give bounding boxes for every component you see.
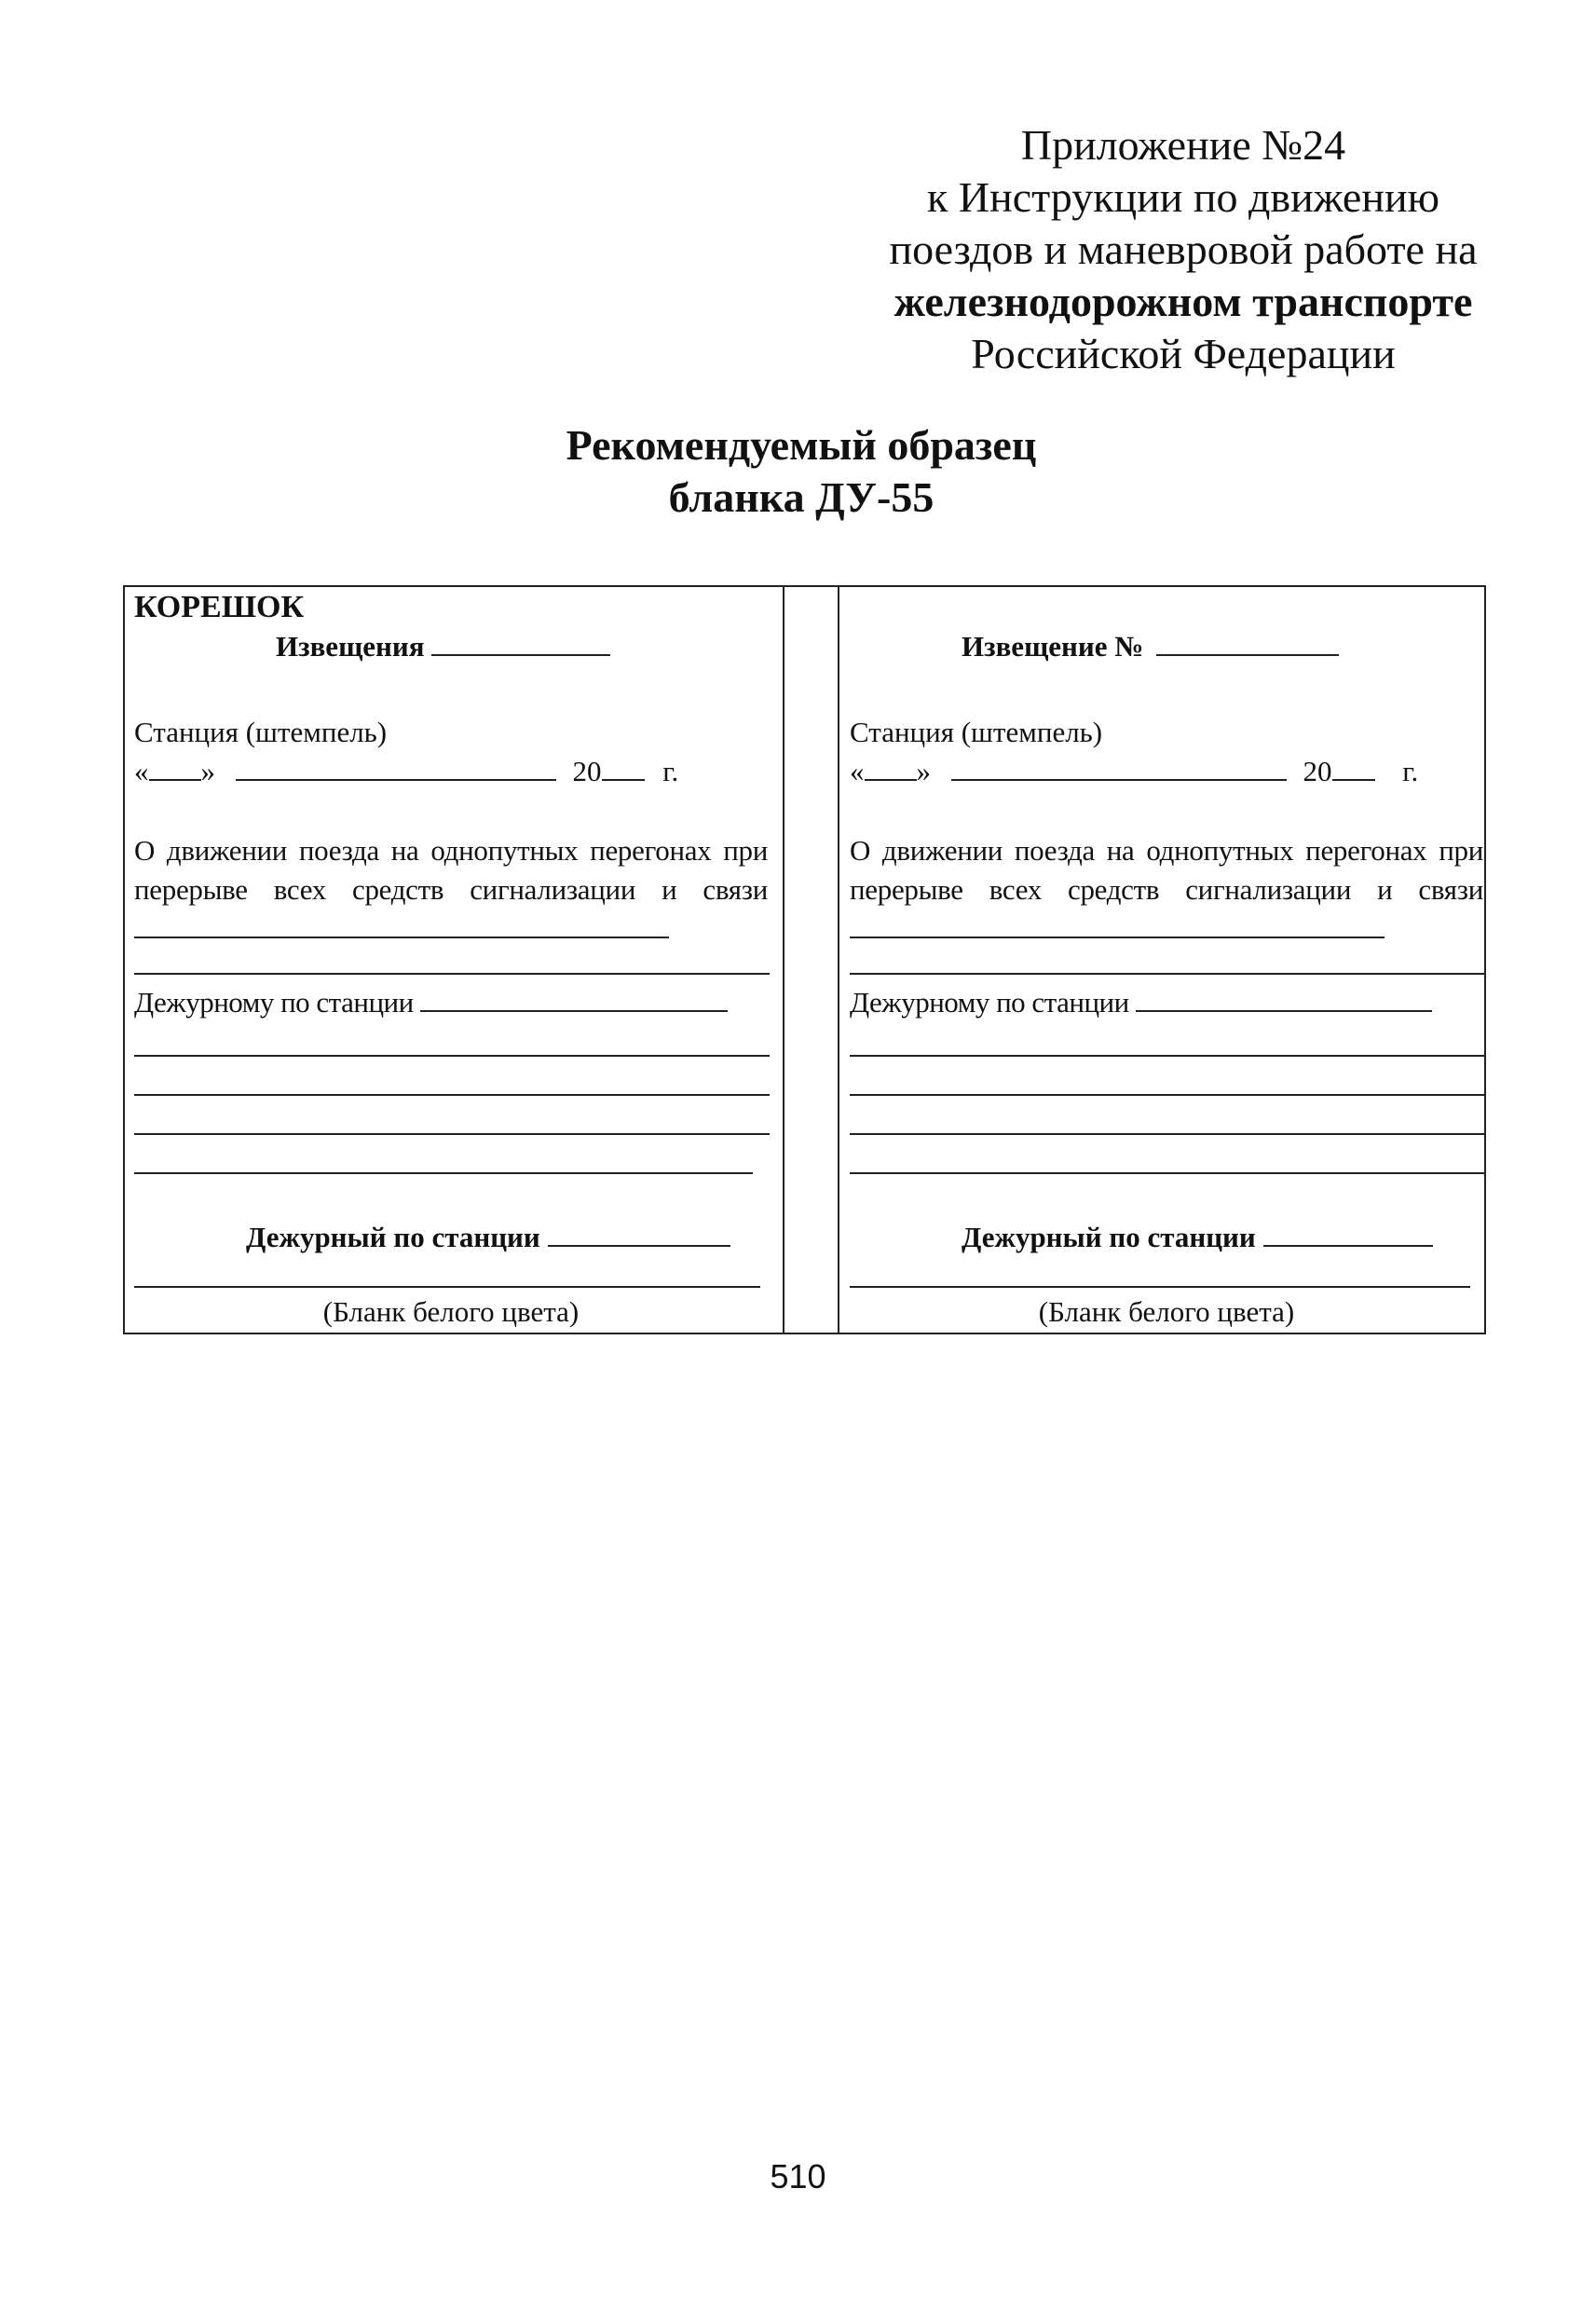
stub-date-close-quote: »: [200, 755, 215, 787]
notice-addressee-row: [850, 986, 1432, 1019]
notice-signature-label: Дежурный по станции: [962, 1221, 1256, 1253]
form-du-55: [123, 585, 1486, 1334]
stub-addressee-row: [134, 986, 728, 1019]
notice-number-row: [962, 630, 1339, 663]
notice-number-field[interactable]: [1156, 630, 1339, 656]
stub-footer: (Бланк белого цвета): [322, 1295, 580, 1328]
notice-signature-row: [962, 1221, 1433, 1254]
cut-line-right: [838, 587, 839, 1333]
appendix-heading: [820, 119, 1547, 380]
stub-blank-line-1[interactable]: [134, 973, 770, 975]
notice-date-close-quote: »: [916, 755, 931, 787]
stub-date-row: [134, 755, 678, 788]
notice-message-line-2[interactable]: [850, 1094, 1485, 1096]
form-title-line-2: бланка ДУ-55: [668, 473, 934, 521]
notice-message-line-3[interactable]: [850, 1133, 1485, 1135]
appendix-line-3: поездов и маневровой работе на: [889, 226, 1478, 273]
stub-signature-field[interactable]: [548, 1221, 730, 1247]
notice-year-field[interactable]: [1332, 755, 1375, 781]
form-title-line-1: Рекомендуемый образец: [566, 421, 1037, 469]
stub-addressee-field[interactable]: [420, 986, 728, 1012]
notice-footer: (Бланк белого цвета): [1038, 1295, 1295, 1328]
stub-month-field[interactable]: [236, 755, 556, 781]
stub-day-field[interactable]: [149, 755, 201, 781]
notice-paragraph: [850, 831, 1483, 949]
stub-notice-label: Извещения: [276, 630, 425, 663]
stub-message-line-1[interactable]: [134, 1055, 770, 1057]
notice-message-line-1[interactable]: [850, 1055, 1485, 1057]
notice-signature-field[interactable]: [1263, 1221, 1433, 1247]
appendix-line-2: к Инструкции по движению: [927, 173, 1439, 221]
stub-panel: [134, 587, 773, 1333]
stub-signature-row: [246, 1221, 730, 1254]
notice-year-suffix: г.: [1402, 755, 1419, 787]
stub-addressee-label: Дежурному по станции: [134, 986, 414, 1019]
notice-addressee-label: Дежурному по станции: [850, 986, 1129, 1019]
notice-date-open-quote: «: [850, 755, 865, 787]
notice-addressee-field[interactable]: [1136, 986, 1432, 1012]
stub-station-stamp: Станция (штемпель): [134, 716, 388, 748]
stub-subject-field[interactable]: [134, 912, 669, 938]
stub-year-prefix: 20: [572, 755, 602, 787]
stub-signature-line[interactable]: [134, 1286, 760, 1288]
notice-label: Извещение №: [962, 630, 1144, 663]
stub-paragraph-text: О движении поезда на однопутных перегонах при перерыве всех средств сигнализации и связи: [134, 834, 768, 906]
form-title: [522, 419, 1081, 524]
notice-day-field[interactable]: [865, 755, 917, 781]
notice-blank-line-1[interactable]: [850, 973, 1485, 975]
page-number: 510: [770, 2157, 826, 2195]
appendix-line-5: Российской Федерации: [971, 330, 1396, 377]
stub-message-line-2[interactable]: [134, 1094, 770, 1096]
notice-month-field[interactable]: [951, 755, 1287, 781]
stub-year-field[interactable]: [602, 755, 645, 781]
cut-line-left: [783, 587, 784, 1333]
notice-paragraph-text: О движении поезда на однопутных перегонах при перерыве всех средств сигнализации и связи: [850, 834, 1483, 906]
stub-notice-number-field[interactable]: [431, 630, 610, 656]
notice-station-stamp: Станция (штемпель): [850, 716, 1103, 748]
notice-message-line-4[interactable]: [850, 1172, 1485, 1174]
appendix-line-4: железнодорожном транспорте: [893, 278, 1473, 325]
notice-panel: [850, 587, 1489, 1333]
stub-signature-label: Дежурный по станции: [246, 1221, 540, 1253]
stub-year-suffix: г.: [662, 755, 679, 787]
appendix-line-1: Приложение №24: [1020, 121, 1346, 169]
stub-header: КОРЕШОК: [134, 590, 305, 624]
notice-signature-line[interactable]: [850, 1286, 1470, 1288]
notice-subject-field[interactable]: [850, 912, 1385, 938]
stub-paragraph: [134, 831, 768, 949]
stub-message-line-4[interactable]: [134, 1172, 753, 1174]
stub-notice-row: [276, 630, 610, 663]
notice-year-prefix: 20: [1303, 755, 1332, 787]
stub-message-line-3[interactable]: [134, 1133, 770, 1135]
notice-date-row: [850, 755, 1418, 788]
stub-date-open-quote: «: [134, 755, 149, 787]
